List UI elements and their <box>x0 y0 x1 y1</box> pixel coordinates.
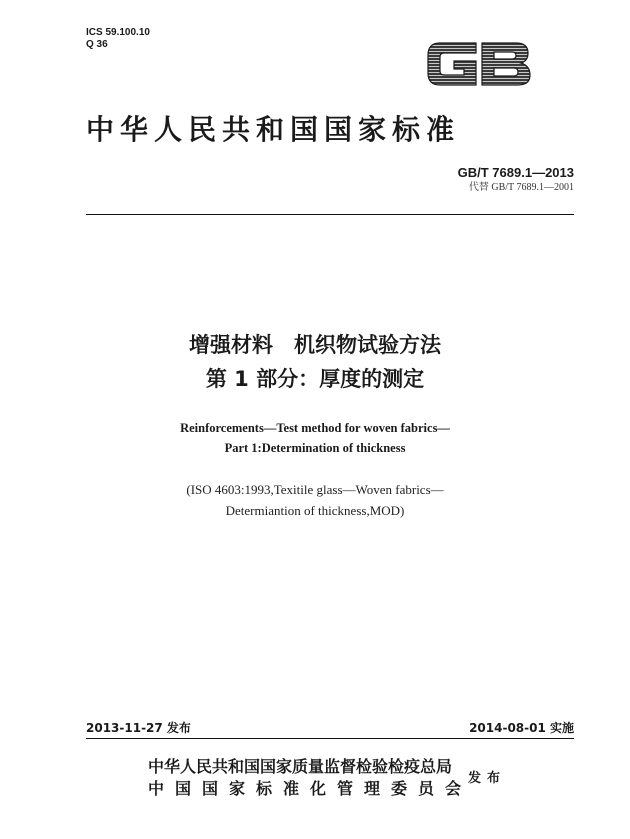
divider-line <box>86 214 574 215</box>
issue-date: 2013-11-27 发布 <box>86 721 191 735</box>
issuer-aqsiq: 中华人民共和国国家质量监督检验检疫总局 <box>148 757 453 776</box>
publish-label: 发布 <box>468 771 507 786</box>
standard-code: GB/T 7689.1—2013 <box>457 165 574 180</box>
issuer-sac: 中国国家标准化管理委员会 <box>148 779 473 798</box>
ccs-code: Q 36 <box>86 39 108 50</box>
ics-code: ICS 59.100.10 <box>86 27 150 38</box>
national-standard-name: 中华人民共和国国家标准 <box>86 113 461 146</box>
iso-reference-line1: (ISO 4603:1993,Texitile glass—Woven fabrics— <box>186 482 444 497</box>
gb-logo <box>424 37 536 89</box>
title-en-line2: Part 1:Determination of thickness <box>224 441 406 455</box>
replaces-standard: 代替 GB/T 7689.1—2001 <box>468 182 574 193</box>
implementation-date: 2014-08-01 实施 <box>469 721 574 735</box>
title-cn-line1: 增强材料 机织物试验方法 <box>189 333 441 357</box>
bottom-divider-line <box>86 738 574 739</box>
classification-block <box>86 27 150 51</box>
title-cn-line2: 第 1 部分：厚度的测定 <box>205 367 425 391</box>
iso-reference-line2: Determiantion of thickness,MOD) <box>225 503 405 518</box>
title-en-line1: Reinforcements—Test method for woven fabrics— <box>180 421 450 435</box>
